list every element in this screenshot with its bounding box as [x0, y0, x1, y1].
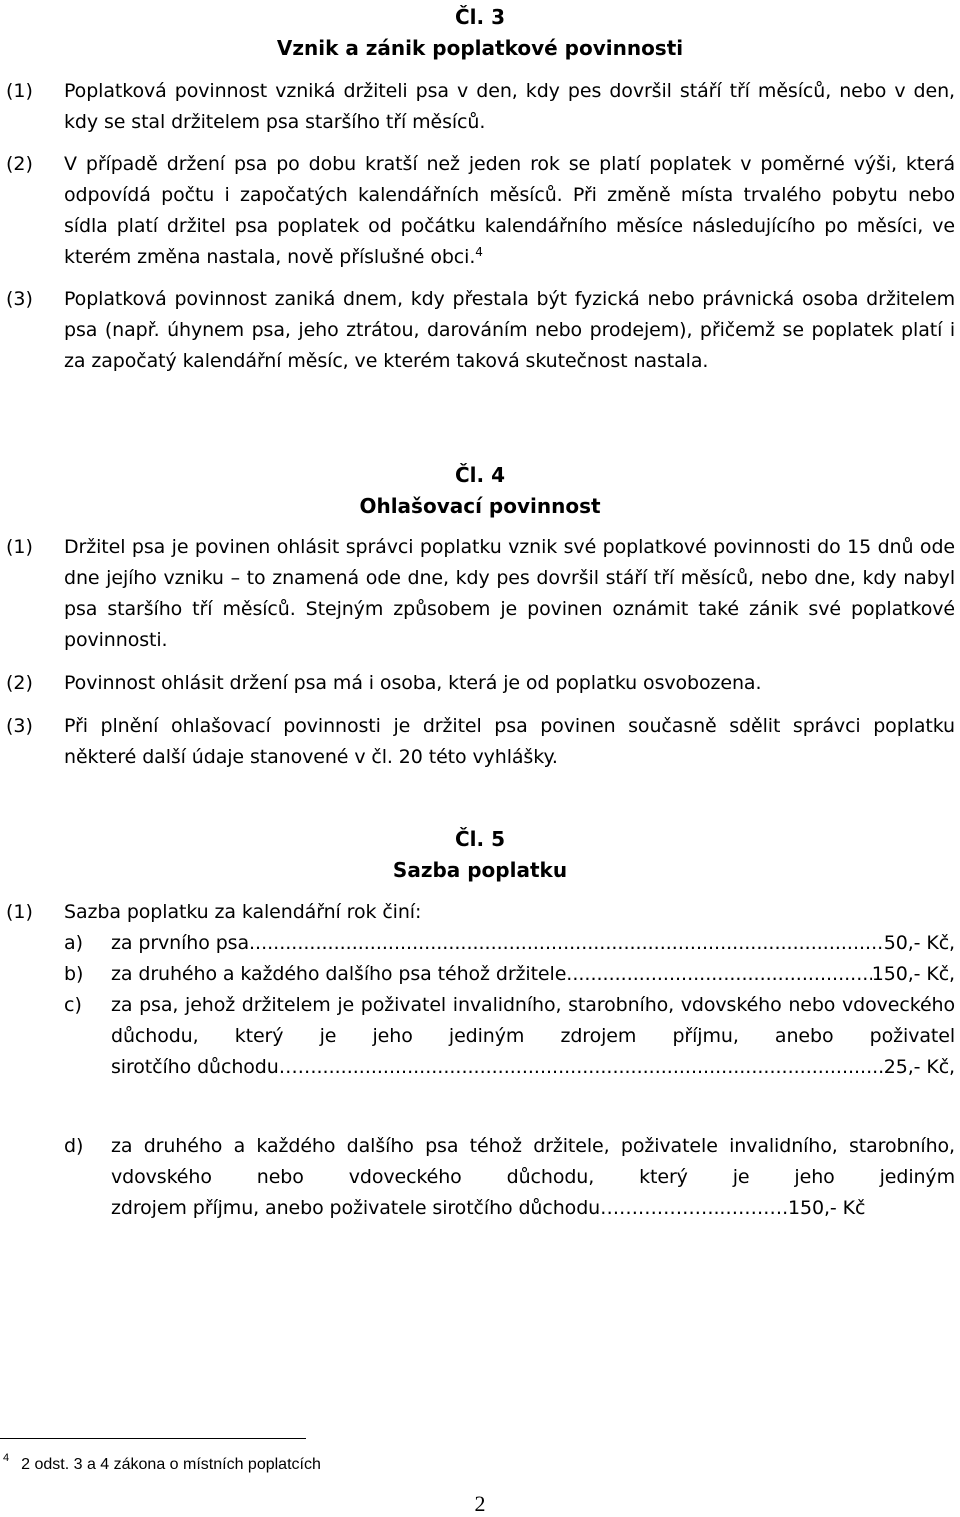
- item-amount: 50,- Kč,: [883, 932, 955, 954]
- item-description-tail: sirotčího důchodu……: [111, 1056, 317, 1078]
- item-text: [111, 1131, 955, 1224]
- item-description: za psa, jehož držitelem je poživatel invalidního, starobního, vdovského nebo vdoveckého důchodu, který je jeho jediným zdrojem příjmu, anebo poživatel: [111, 994, 955, 1047]
- item-description: za druhého a každého dalšího psa téhož držitele: [111, 963, 567, 985]
- article-4-title: Ohlašovací povinnost: [359, 494, 601, 518]
- item-letter: a): [64, 932, 84, 954]
- paragraph-number: (3): [6, 288, 33, 310]
- paragraph-number: (1): [6, 80, 33, 102]
- article-5-title: Sazba poplatku: [392, 858, 568, 882]
- item-text: [111, 959, 955, 990]
- footnote: [0, 1452, 321, 1476]
- footnote-mark: 4: [3, 1452, 10, 1464]
- item-last-line: [111, 1193, 955, 1224]
- paragraph-text: [64, 149, 955, 273]
- item-amount: 25,- Kč,: [883, 1056, 955, 1078]
- article-3-title: Vznik a zánik poplatkové povinnosti: [276, 36, 684, 60]
- item-text: [111, 928, 955, 959]
- dot-leader: [317, 1052, 884, 1083]
- item-description-tail: zdrojem příjmu, anebo poživatele sirotčího důchodu………………..……….: [111, 1197, 789, 1219]
- item-description: za druhého a každého dalšího psa téhož držitele, poživatele invalidního, starobního, vdovského nebo vdoveckého důchodu, který je jeho jediným: [111, 1135, 955, 1188]
- article-5-number: Čl. 5: [454, 827, 505, 851]
- item-letter: c): [64, 994, 82, 1016]
- paragraph-number: (2): [6, 153, 33, 175]
- item-last-line: [111, 1052, 955, 1083]
- dot-leader: [249, 928, 884, 959]
- paragraph-number: (2): [6, 672, 33, 694]
- paragraph-text: Držitel psa je povinen ohlásit správci poplatku vznik své poplatkové povinnosti do 15 dnů ode dne jejího vzniku – to znamená ode dne, kdy pes dovršil stáří tří měsíců, nebo dne, kdy nabyl psa staršího tří měsíců. Stejným způsobem je povinen oznámit také zánik své poplatkové povinnosti.: [64, 536, 955, 651]
- paragraph-text: Sazba poplatku za kalendářní rok činí:: [64, 901, 422, 923]
- paragraph-number: (1): [6, 536, 33, 558]
- footnote-separator: [0, 1438, 306, 1439]
- footnote-text: 2 odst. 3 a 4 zákona o místních poplatcích: [21, 1456, 321, 1473]
- paragraph-text: Při plnění ohlašovací povinnosti je držitel psa povinen současně sdělit správci poplatku některé další údaje stanovené v čl. 20 této vyhlášky.: [64, 715, 955, 768]
- item-letter: d): [64, 1135, 84, 1157]
- paragraph-number: (3): [6, 715, 33, 737]
- footnote-reference: 4: [475, 245, 483, 259]
- paragraph-text: Povinnost ohlásit držení psa má i osoba, která je od poplatku osvobozena.: [64, 672, 762, 694]
- article-4-number: Čl. 4: [454, 463, 505, 487]
- item-amount: 150,- Kč: [788, 1197, 866, 1219]
- item-amount: 150,- Kč,: [871, 963, 955, 985]
- item-letter: b): [64, 963, 84, 985]
- paragraph-text-content: V případě držení psa po dobu kratší než jeden rok se platí poplatek v poměrné výši, která odpovídá počtu i započatých kalendářních měsíců. Při změně místa trvalého pobytu nebo sídla platí držitel psa poplatek od počátku kalendářního měsíce následujícího po měsíci, ve kterém změna nastala, nově příslušné obci.: [64, 153, 955, 268]
- item-text: [111, 990, 955, 1083]
- dot-leader: [566, 959, 871, 990]
- paragraph-number: (1): [6, 901, 33, 923]
- page-number: 2: [474, 1491, 486, 1516]
- paragraph-text: Poplatková povinnost vzniká držiteli psa v den, kdy pes dovršil stáří tří měsíců, nebo v den, kdy se stal držitelem psa staršího tří měsíců.: [64, 80, 955, 133]
- paragraph-text: Poplatková povinnost zaniká dnem, kdy přestala být fyzická nebo právnická osoba držitelem psa (např. úhynem psa, jeho ztrátou, darováním nebo prodejem), přičemž se poplatek platí i za započatý kalendářní měsíc, ve kterém taková skutečnost nastala.: [64, 288, 955, 372]
- article-3-number: Čl. 3: [454, 5, 505, 29]
- item-description: za prvního psa: [111, 932, 250, 954]
